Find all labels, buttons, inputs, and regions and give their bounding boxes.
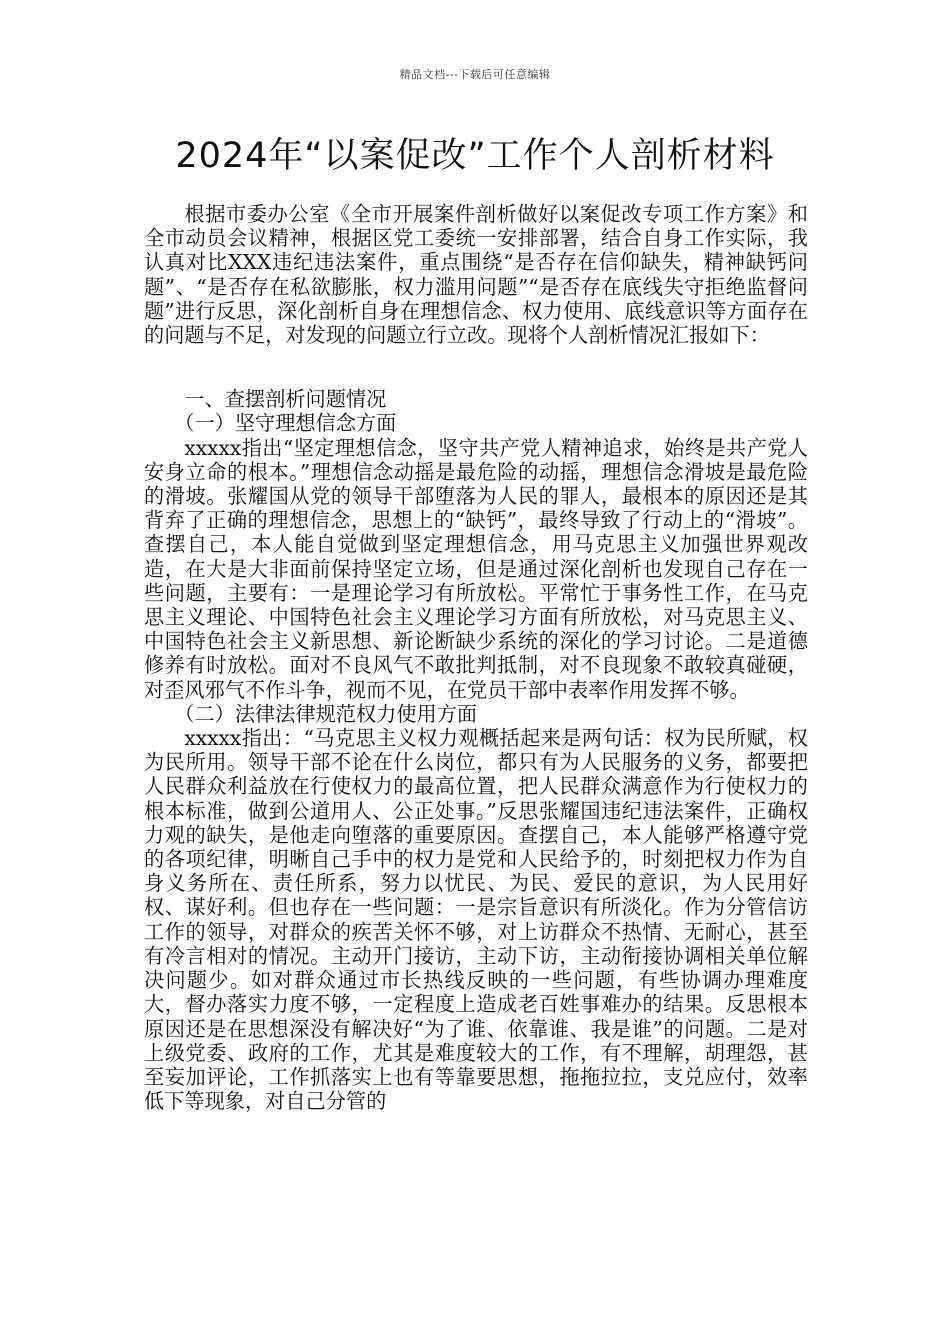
subsection-paragraph-1: xxxxx指出“坚定理想信念，坚守共产党人精神追求，始终是共产党人安身立命的根本。”理想信念动摇是最危险的动摇，理想信念滑坡是最危险的滑坡。张耀国从党的领导干部堕落为人民的罪人，最根本的原因还是其背弃了正确的理想信念，思想上的“缺钙”，最终导致了行动上的“滑坡”。查摆自己，本人能自觉做到坚定理想信念，用马克思主义加强世界观改造，在大是大非面前保持坚定立场，但是通过深化剖析也发现自己存在一些问题，主要有：一是理论学习有所放松。平常忙于事务性工作，在马克思主义理论、中国特色社会主义理论学习方面有所放松，对马克思主义、中国特色社会主义新思想、新论断缺少系统的深化的学习讨论。二是道德修养有时放松。面对不良风气不敢批判抵制，对不良现象不敢较真碰硬，对歪风邪气不作斗争，视而不见，在党员干部中表率作用发挥不够。 xyxy=(144,435,808,702)
subsection-paragraph-2: xxxxx指出：“马克思主义权力观概括起来是两句话：权为民所赋，权为民所用。领导干部不论在什么岗位，都只有为人民服务的义务，都要把人民群众利益放在行使权力的最高位置，把人民群众满意作为行使权力的根本标准，做到公道用人、公正处事。”反思张耀国违纪违法案件，正确权力观的缺失，是他走向堕落的重要原因。查摆自己，本人能够严格遵守党的各项纪律，明晰自己手中的权力是党和人民给予的，时刻把权力作为自身义务所在、责任所系，努力以忧民、为民、爱民的意识，为人民用好权、谋好利。但也存在一些问题：一是宗旨意识有所淡化。作为分管信访工作的领导，对群众的疾苦关怀不够，对上访群众不热情、无耐心，甚至有冷言相对的情况。主动开门接访，主动下访，主动衔接协调相关单位解决问题少。如对群众通过市长热线反映的一些问题，有些协调办理难度大，督办落实力度不够，一定程度上造成老百姓事难办的结果。反思根本原因还是在思想深没有解决好“为了谁、依靠谁、我是谁”的问题。二是对上级党委、政府的工作，尤其是难度较大的工作，有不理解，胡理怨，甚至妄加评论，工作抓落实上也有等靠要思想，拖拖拉拉，支兑应付，效率低下等现象，对自己分管的 xyxy=(144,726,808,1114)
subsection-heading-2: （二）法律法律规范权力使用方面 xyxy=(174,701,478,726)
intro-paragraph: 根据市委办公室《全市开展案件剖析做好以案促改专项工作方案》和全市动员会议精神，根据区党工委统一安排部署，结合自身工作实际，我认真对比XXX违纪违法案件，重点围绕“是否存在信仰缺失，精神缺钙问题”、“是否存在私欲膨胀，权力滥用问题”“是否存在底线失守拒绝监督问题”进行反思，深化剖析自身在理想信念、权力使用、底线意识等方面存在的问题与不足，对发现的问题立行立改。现将个人剖析情况汇报如下： xyxy=(144,202,808,348)
paragraph-spacer xyxy=(144,347,808,387)
section-heading-1: 一、查摆剖析问题情况 xyxy=(184,387,387,412)
subsection-heading-1: （一）坚守理想信念方面 xyxy=(174,411,397,436)
document-body xyxy=(144,202,808,1113)
header-note: 精品文档---下载后可任意编辑 xyxy=(399,68,551,81)
document-title: 2024年“以案促改”工作个人剖析材料 xyxy=(175,136,775,176)
